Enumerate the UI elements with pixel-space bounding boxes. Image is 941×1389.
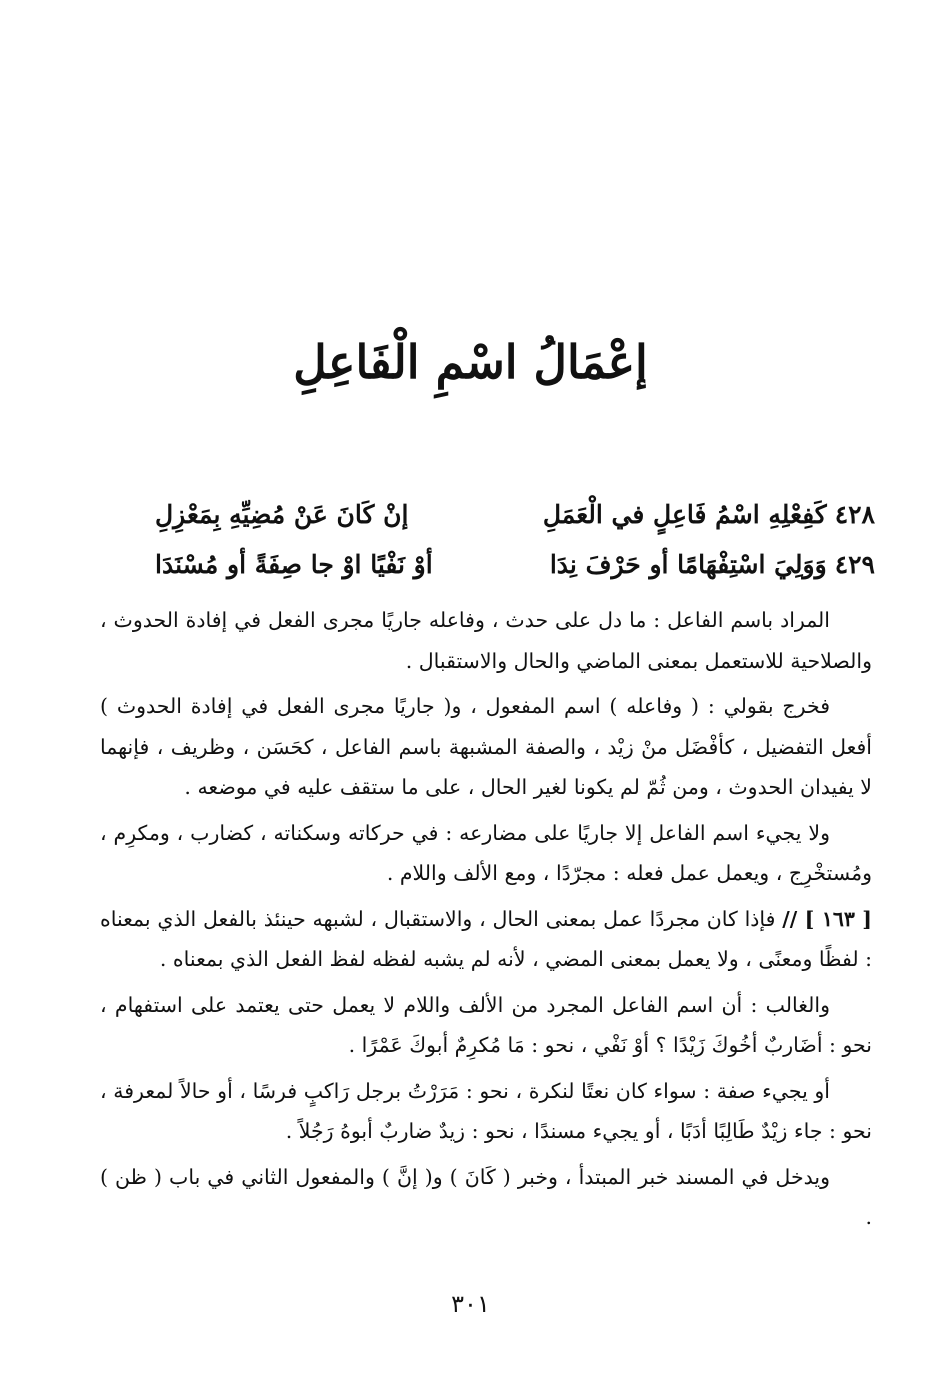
verse-first-hemistich: كَفِعْلِهِ اسْمُ فَاعِلٍ في الْعَمَلِ [542, 500, 827, 529]
verse-line [155, 490, 875, 540]
verse-number: ٤٢٨ [834, 500, 875, 529]
paragraph: المراد باسم الفاعل : ما دل على حدث ، وفاعله جاريًا مجرى الفعل في إفادة الحدوث ، والصلاحية للاستعمل بمعنى الماضي والحال والاستقبال . [100, 608, 872, 673]
verse-first-hemistich: وَوَلِيَ اسْتِفْهَامًا أو حَرْفَ نِدَا [549, 550, 827, 579]
body-text [100, 600, 872, 1243]
verse-second-hemistich: إنْ كَانَ عَنْ مُضِيِّهِ بِمَعْزِلِ [155, 500, 409, 529]
verse-block [155, 490, 875, 590]
verse-line [155, 540, 875, 590]
verse-second-hemistich: أوْ نَفْيًا اوْ جا صِفَةً أو مُسْنَدَا [155, 550, 433, 579]
paragraph [100, 899, 872, 980]
paragraph: والغالب : أن اسم الفاعل المجرد من الألف واللام لا يعمل حتى يعتمد على استفهام ، نحو : أضَاربٌ أخُوكَ زَيْدًا ؟ أوْ نَفْي ، نحو : مَا مُكرِمٌ أبوكَ عَمْرًا . [100, 992, 872, 1057]
paragraph: ويدخل في المسند خبر المبتدأ ، وخبر ( كَانَ ) و( إنَّ ) والمفعول الثاني في باب ( ظن ) . [100, 1164, 872, 1229]
verse-number: ٤٢٩ [834, 550, 875, 579]
paragraph: ولا يجيء اسم الفاعل إلا جاريًا على مضارعه : في حركاته وسكناته ، كضارب ، ومكرِم ، ومُستخْرِج ، ويعمل عمل فعله : مجرّدًا ، ومع الألف واللام . [100, 820, 872, 885]
marginal-mark: [ ١٦٣ ] // [782, 906, 872, 931]
verse-first-hemistich-group [522, 540, 875, 590]
verse-first-hemistich-group [522, 490, 875, 540]
paragraph-text: فإذا كان مجردًا عمل بمعنى الحال ، والاستقبال ، لشبهه حينئذ بالفعل الذي بمعناه : لفظًا ومعنًى ، ولا يعمل بمعنى المضي ، لأنه لم يشبه لفظه لفظ الفعل الذي بمعناه . [100, 906, 872, 971]
paragraph: فخرج بقولي : ( وفاعله ) اسم المفعول ، و( جاريًا مجرى الفعل في إفادة الحدوث ) أفعل التفضيل ، كأفْضَل منْ زيْد ، والصفة المشبهة باسم الفاعل ، كحَسَن ، وظريف ، فإنهما لا يفيدان الحدوث ، ومن ثُمّ لم يكونا لغير الحال ، على ما ستقف عليه في موضعه . [100, 694, 872, 799]
paragraph: أو يجيء صفة : سواء كان نعتًا لنكرة ، نحو : مَرَرْتُ برجل رَاكبٍ فرسًا ، أو حالاً لمعرفة ، نحو : جاء زيْدٌ طَالِبًا أدَبًا ، أو يجيء مسندًا ، نحو : زيدٌ ضاربٌ أبوهُ رَجُلاً . [100, 1078, 872, 1143]
chapter-title: إعْمَالُ اسْمِ الْفَاعِلِ [293, 335, 648, 389]
page-number: ٣٠١ [451, 1290, 490, 1318]
